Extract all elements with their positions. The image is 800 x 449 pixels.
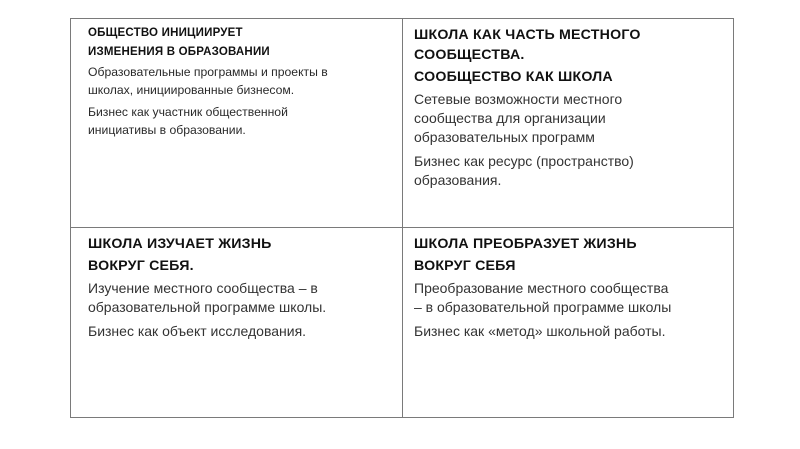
title-line: ИЗМЕНЕНИЯ В ОБРАЗОВАНИИ: [88, 46, 270, 58]
title-line: ВОКРУГ СЕБЯ.: [88, 258, 194, 274]
cell-title: [414, 25, 721, 87]
cell-title: [414, 234, 721, 276]
text-line: Бизнес как участник общественной: [88, 105, 288, 119]
cell-paragraph: [414, 152, 721, 190]
text-line: Сетевые возможности местного: [414, 91, 623, 107]
text-line: школах, инициированные бизнесом.: [88, 83, 295, 97]
text-line: Образовательные программы и проекты в: [88, 65, 328, 79]
cell-school-part-of-community: [403, 19, 733, 228]
text-line: Преобразование местного сообщества: [414, 280, 669, 296]
title-line: СООБЩЕСТВА.: [414, 47, 525, 63]
text-line: образования.: [414, 172, 502, 188]
text-line: Бизнес как ресурс (пространство): [414, 153, 634, 169]
cell-title: [88, 24, 392, 62]
cell-title: [88, 234, 392, 276]
title-line: ВОКРУГ СЕБЯ: [414, 258, 516, 274]
cell-paragraph: [414, 90, 721, 147]
title-line: ШКОЛА ИЗУЧАЕТ ЖИЗНЬ: [88, 236, 272, 252]
cell-paragraph: [88, 279, 392, 317]
title-line: СООБЩЕСТВО КАК ШКОЛА: [414, 69, 613, 85]
text-line: сообщества для организации: [414, 110, 606, 126]
cell-school-transforms-life: [403, 228, 733, 417]
cell-paragraph: [414, 279, 721, 317]
text-line: инициативы в образовании.: [88, 123, 246, 137]
text-line: – в образовательной программе школы: [414, 299, 672, 315]
title-line: ШКОЛА ПРЕОБРАЗУЕТ ЖИЗНЬ: [414, 236, 637, 252]
cell-society-initiates: [71, 19, 403, 228]
title-line: ОБЩЕСТВО ИНИЦИИРУЕТ: [88, 27, 243, 39]
text-line: Бизнес как «метод» школьной работы.: [414, 323, 666, 339]
cell-school-studies-life: [71, 228, 403, 417]
text-line: образовательной программе школы.: [88, 299, 327, 315]
cell-paragraph: [88, 322, 392, 341]
text-line: Изучение местного сообщества – в: [88, 280, 318, 296]
cell-paragraph: [88, 103, 392, 139]
title-line: ШКОЛА КАК ЧАСТЬ МЕСТНОГО: [414, 27, 641, 43]
text-line: образовательных программ: [414, 129, 595, 145]
cell-paragraph: [88, 63, 392, 99]
text-line: Бизнес как объект исследования.: [88, 323, 307, 339]
quadrant-table: [70, 18, 734, 418]
cell-paragraph: [414, 322, 721, 341]
